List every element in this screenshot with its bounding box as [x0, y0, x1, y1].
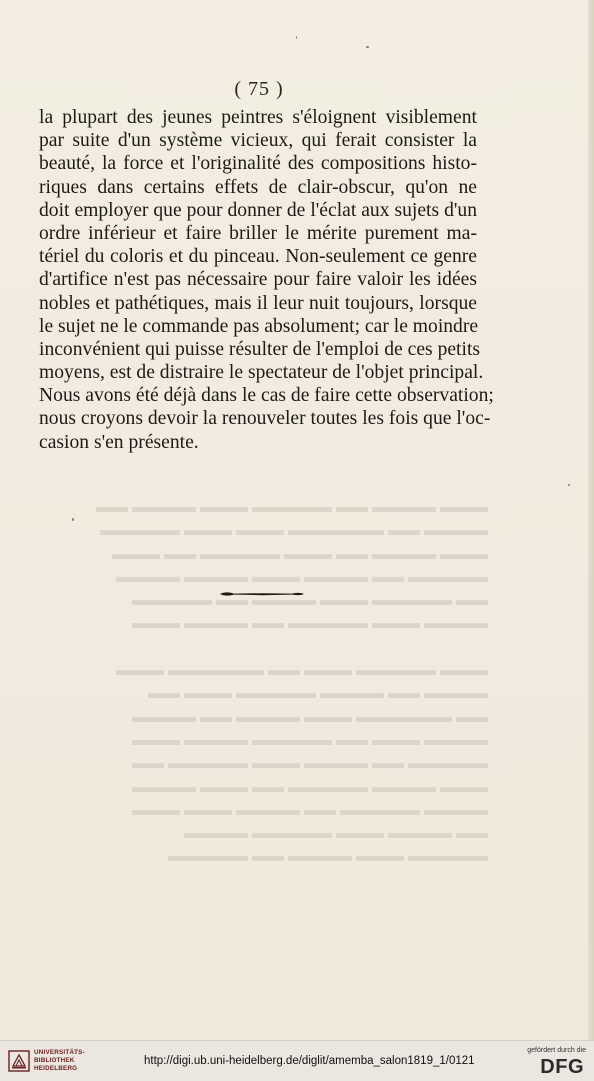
text-line: Nous avons été déjà dans le cas de faire cette observation;	[39, 385, 494, 407]
text-line: tériel du coloris et du pinceau. Non-seulement ce genre	[39, 246, 477, 268]
institution-line: BIBLIOTHEK	[34, 1057, 75, 1064]
text-line: beauté, la force et l'originalité des compositions histo-	[39, 153, 477, 175]
text-line: d'artifice n'est pas nécessaire pour faire valoir les idées	[39, 269, 477, 291]
body-text	[39, 106, 494, 454]
text-line: nous croyons devoir la renouveler toutes les fois que l'oc-	[39, 408, 491, 430]
funder-note: gefördert durch die	[527, 1047, 586, 1054]
ink-speck	[72, 518, 74, 521]
text-line: la plupart des jeunes peintres s'éloignent visiblement	[39, 107, 477, 128]
institution-line: UNIVERSITÄTS-	[34, 1049, 85, 1056]
university-seal-icon	[8, 1050, 30, 1072]
text-line: le sujet ne le commande pas absolument; car le moindre	[39, 315, 479, 337]
show-through-texture: ▬▬▬ ▬▬▬▬ ▬▬ ▬▬▬▬▬ ▬▬▬ ▬▬▬▬ ▬▬ ▬▬▬▬ ▬▬ ▬▬▬▬▬▬ ▬▬▬ ▬▬▬ ▬▬▬▬▬ ▬▬▬ ▬▬▬▬ ▬▬ ▬▬▬ ▬▬▬▬▬ ▬▬ ▬▬▬ ▬▬▬▬▬ ▬▬ ▬▬▬▬ ▬▬▬ ▬▬▬▬ ▬▬▬▬ ▬▬ ▬▬▬▬▬ ▬▬▬ ▬▬▬▬ ▬▬ ▬▬▬▬▬ ▬▬▬▬ ▬▬▬ ▬▬▬▬▬ ▬▬ ▬▬▬▬ ▬▬▬ ▬▬▬ ▬▬▬▬▬ ▬▬▬ ▬▬ ▬▬▬▬▬▬ ▬▬▬ ▬▬▬▬ ▬▬ ▬▬▬▬ ▬▬▬▬▬ ▬▬▬ ▬▬ ▬▬ ▬▬▬▬▬▬ ▬▬▬ ▬▬▬▬ ▬▬ ▬▬▬▬ ▬▬▬▬ ▬▬▬ ▬▬ ▬▬▬▬▬ ▬▬▬▬ ▬▬▬ ▬▬▬▬▬ ▬▬ ▬▬▬▬ ▬▬▬ ▬▬▬▬▬ ▬▬ ▬▬▬ ▬▬▬▬ ▬▬▬▬▬ ▬▬ ▬▬▬ ▬▬▬▬ ▬▬▬▬ ▬▬▬▬▬ ▬▬ ▬▬▬▬ ▬▬▬ ▬▬▬ ▬▬ ▬▬▬▬ ▬▬▬ ▬▬▬▬▬ ▬▬▬▬ ▬▬▬▬▬ ▬▬▬ ▬▬▬▬ ▬▬ ▬▬▬▬▬	[96, 499, 488, 866]
ink-speck	[296, 36, 297, 39]
text-line: par suite d'un système vicieux, qui ferait consister la	[39, 130, 477, 152]
page-edge	[588, 0, 594, 1040]
ink-speck	[568, 484, 570, 486]
permalink-url[interactable]: http://digi.ub.uni-heidelberg.de/diglit/amemba_salon1819_1/0121	[144, 1055, 475, 1067]
text-line: riques dans certains effets de clair-obscur, qu'on ne	[39, 176, 477, 198]
page-number: ( 75 )	[234, 78, 284, 100]
text-line: doit employer que pour donner de l'éclat aux sujets d'un	[39, 199, 477, 221]
text-line: ordre inférieur et faire briller le mérite purement ma-	[39, 222, 477, 244]
section-divider-ornament	[218, 590, 306, 598]
text-line: moyens, est de distraire le spectateur de l'objet principal.	[39, 362, 484, 384]
text-line: nobles et pathétiques, mais il leur nuit toujours, lorsque	[39, 292, 477, 314]
text-line: casion s'en présente.	[39, 431, 199, 453]
funder-logo: DFG	[540, 1056, 584, 1078]
institution-line: HEIDELBERG	[34, 1065, 78, 1072]
ink-speck	[366, 46, 369, 48]
institution-name	[34, 1049, 85, 1073]
viewer-footer	[0, 1040, 594, 1081]
text-line: inconvénient qui puisse résulter de l'emploi de ces petits	[39, 338, 481, 360]
